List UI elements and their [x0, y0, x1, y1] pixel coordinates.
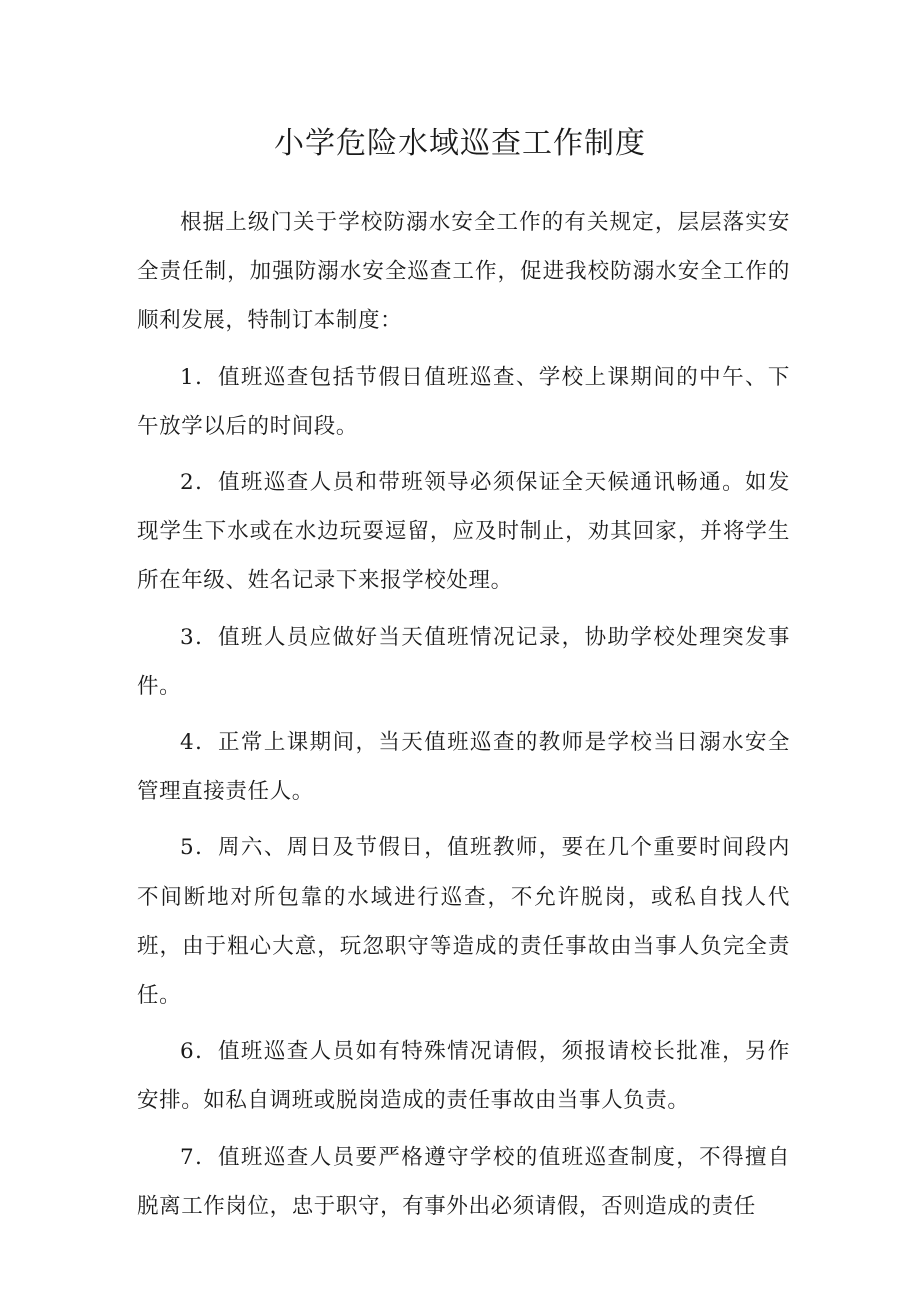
document-title: 小学危险水域巡查工作制度 [274, 126, 646, 161]
rule-7-paragraph: 7．值班巡查人员要严格遵守学校的值班巡查制度，不得擅自脱离工作岗位，忠于职守，有事外出必须请假，否则造成的责任 [137, 1144, 790, 1219]
rule-4-paragraph: 4．正常上课期间，当天值班巡查的教师是学校当日溺水安全管理直接责任人。 [137, 730, 790, 805]
rule-2-paragraph: 2．值班巡查人员和带班领导必须保证全天候通讯畅通。如发现学生下水或在水边玩耍逗留，应及时制止，劝其回家，并将学生所在年级、姓名记录下来报学校处理。 [137, 470, 790, 594]
rule-5-paragraph: 5．周六、周日及节假日，值班教师，要在几个重要时间段内不间断地对所包靠的水域进行巡查，不允许脱岗，或私自找人代班，由于粗心大意，玩忽职守等造成的责任事故由当事人负完全责任。 [137, 835, 790, 1009]
rule-6-paragraph: 6．值班巡查人员如有特殊情况请假，须报请校长批准，另作安排。如私自调班或脱岗造成的责任事故由当事人负责。 [137, 1039, 790, 1114]
rule-1-paragraph: 1．值班巡查包括节假日值班巡查、学校上课期间的中午、下午放学以后的时间段。 [137, 364, 790, 439]
intro-paragraph: 根据上级门关于学校防溺水安全工作的有关规定，层层落实安全责任制，加强防溺水安全巡查工作，促进我校防溺水安全工作的顺利发展，特制订本制度： [137, 210, 790, 334]
document-body [137, 198, 790, 1238]
rule-3-paragraph: 3．值班人员应做好当天值班情况记录，协助学校处理突发事件。 [137, 624, 790, 699]
